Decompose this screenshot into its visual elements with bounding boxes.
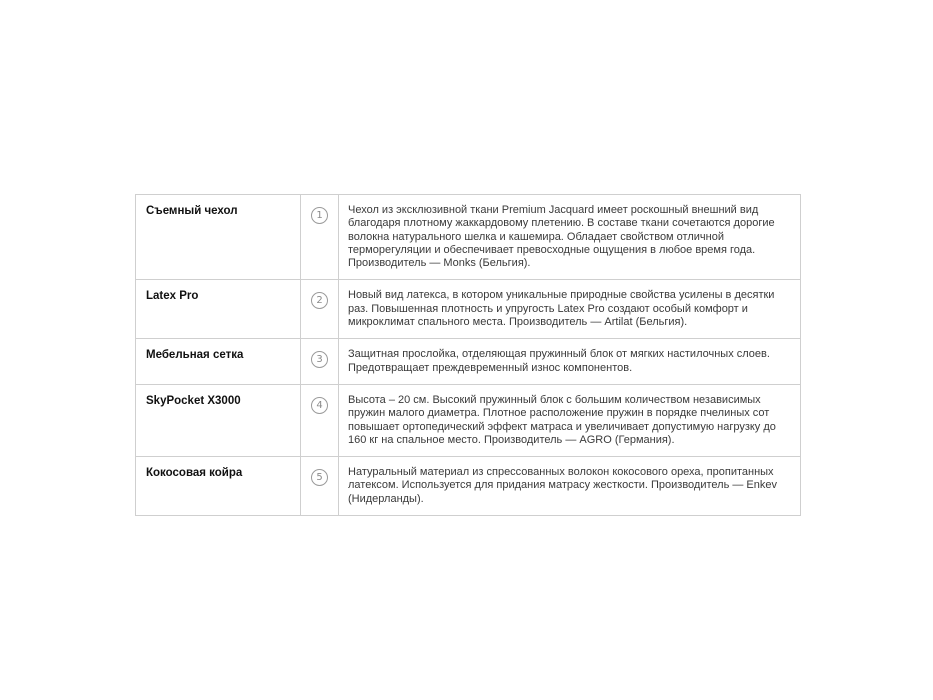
- layer-description: Защитная прослойка, отделяющая пружинный блок от мягких настилочных слоев. Предотвращает преждевременный износ компонентов.: [339, 339, 801, 385]
- layer-description: Высота – 20 см. Высокий пружинный блок с большим количеством независимых пружин малого диаметра. Плотное расположение пружин в порядке пчелиных сот повышает ортопедический эффект матраса и увеличивает допустимую нагрузку до 160 кг на спальное место. Производитель — AGRO (Германия).: [339, 384, 801, 456]
- layer-description: Новый вид латекса, в котором уникальные природные свойства усилены в десятки раз. Повышенная плотность и упругость Latex Pro создают особый комфорт и микроклимат спального места. Производитель — Artilat (Бельгия).: [339, 280, 801, 339]
- layer-description: Чехол из эксклюзивной ткани Premium Jacquard имеет роскошный внешний вид благодаря плотному жаккардовому плетению. В составе ткани сочетаются дорогие волокна натурального шелка и кашемира. Обладает свойством отличной терморегуляции и обеспечивает превосходные ощущения в любое время года. Производитель — Monks (Бельгия).: [339, 195, 801, 280]
- layer-number-badge: 2: [311, 292, 328, 309]
- layer-name: SkyPocket X3000: [136, 384, 301, 456]
- table-row: [136, 195, 801, 280]
- table-row: [136, 339, 801, 385]
- mattress-layers-table: [135, 194, 801, 516]
- table-row: [136, 457, 801, 516]
- layer-number-badge: 1: [311, 207, 328, 224]
- layer-name: Мебельная сетка: [136, 339, 301, 385]
- layer-description: Натуральный материал из спрессованных волокон кокосового ореха, пропитанных латексом. Используется для придания матрасу жесткости. Производитель — Enkev (Нидерланды).: [339, 457, 801, 516]
- layer-name: Кокосовая койра: [136, 457, 301, 516]
- layer-number-badge: 5: [311, 469, 328, 486]
- table-row: [136, 384, 801, 456]
- layer-name: Съемный чехол: [136, 195, 301, 280]
- layer-number-badge: 4: [311, 397, 328, 414]
- layer-number-badge: 3: [311, 351, 328, 368]
- layer-name: Latex Pro: [136, 280, 301, 339]
- table-row: [136, 280, 801, 339]
